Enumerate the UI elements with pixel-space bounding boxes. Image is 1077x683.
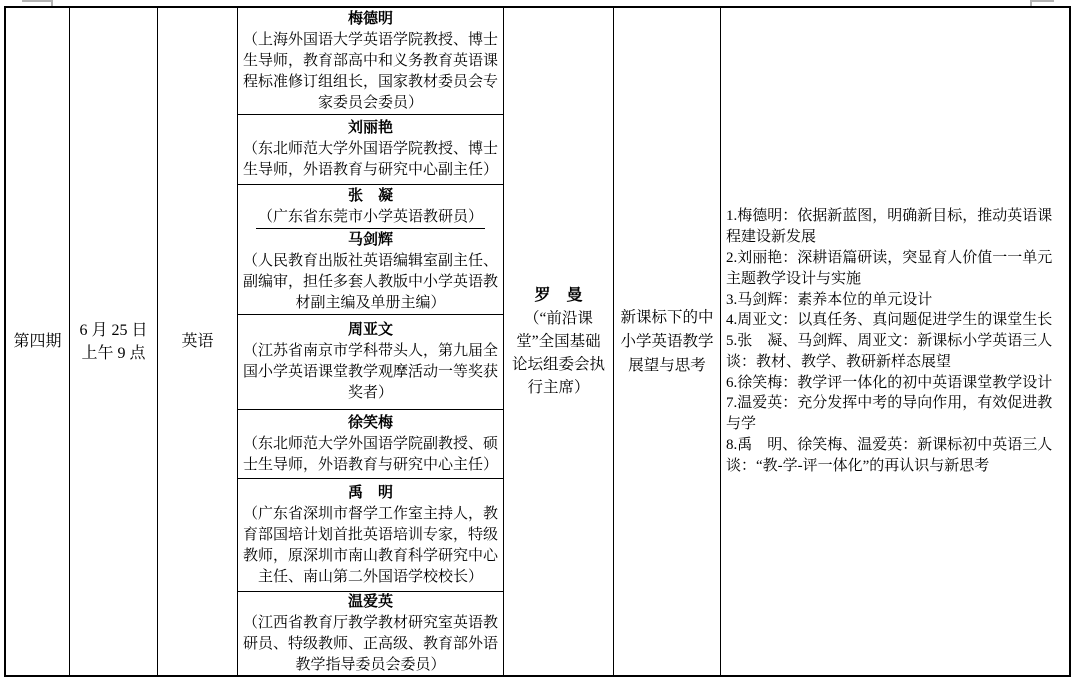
host-desc: （“前沿课堂”全国基础论坛组委会执行主席） [511,310,605,396]
speaker-name: 刘丽艳 [347,120,393,136]
speakers-column [238,8,504,675]
speaker-cell [238,479,503,592]
agenda-item: 6.徐笑梅：教学评一体化的初中英语课堂教学设计 [726,374,1053,391]
agenda-item: 5.张 凝、马剑辉、周亚文：新课标小学英语三人谈：教材、教学、教研新样态展望 [726,333,1053,370]
speaker-desc: （广东省深圳市督学工作室主持人，教育部国培计划首批英语培训专家，特级教师，原深圳市南山教育科学研究中心主任、南山第二外国语学校校长） [242,505,498,585]
speaker-desc: （江西省教育厅教学教材研究室英语教研员、特级教师、正高级、教育部外语教学指导委员会委员） [242,614,498,673]
speaker-name: 梅德明 [347,10,393,27]
speaker-desc: （东北师范大学外国语学院副教授、硕士生导师，外语教育与研究中心主任） [242,435,498,473]
speaker-desc: （上海外国语大学英语学院教授、博士生导师，教育部高中和义务教育英语课程标准修订组组长，国家教材委员会专家委员会委员） [242,31,498,111]
datetime-cell [70,8,158,675]
agenda-item: 2.刘丽艳：深耕语篇研读，突显育人价值一一单元主题教学设计与实施 [726,249,1053,287]
session-label: 第四期 [13,333,62,350]
speaker-cell [238,592,503,675]
host-cell [504,8,614,675]
agenda-item: 7.温爱英：充分发挥中考的导向作用，有效促进教与学 [726,395,1053,433]
topic-cell [614,8,721,675]
schedule-table-row [4,6,1071,677]
topic-label: 新课标下的中小学英语教学展望与思考 [620,308,714,374]
speaker-cell [238,410,503,479]
session-cell [6,8,70,675]
subject-cell [158,8,238,675]
agenda-item: 4.周亚文：以真任务、真问题促进学生的课堂生长 [726,312,1053,329]
border-artifact-left [22,0,53,2]
date-line: 6 月 25 日 [79,321,148,339]
subject-label: 英语 [181,333,214,350]
speaker-name: 周亚文 [347,322,393,338]
speaker-name: 马剑辉 [347,231,393,248]
agenda-item: 1.梅德明：依据新蓝图，明确新目标，推动英语课程建设新发展 [726,208,1053,246]
agenda-column [721,8,1069,675]
speaker-name: 徐笑梅 [347,414,393,431]
speaker-desc: （江苏省南京市学科带头人，第九届全国小学英语课堂教学观摩活动一等奖获奖者） [242,343,498,401]
speaker-cell [238,8,503,115]
agenda-item: 3.马剑辉：素养本位的单元设计 [726,291,933,308]
speaker-cell [238,229,503,315]
speaker-name: 温爱英 [347,593,393,610]
host-name: 罗 曼 [534,287,583,304]
speaker-name: 禹 明 [347,484,393,501]
speaker-cell [256,185,485,229]
agenda-item: 8.禹 明、徐笑梅、温爱英：新课标初中英语三人谈：“教-学-评一体化”的再认识与新思考 [726,437,1053,474]
speaker-cell [238,315,503,410]
border-artifact-right [1030,0,1054,2]
speaker-desc: （东北师范大学外国语学院教授、博士生导师，外语教育与研究中心副主任） [242,141,498,178]
speaker-name: 张 凝 [347,187,393,204]
speaker-desc: （人民教育出版社英语编辑室副主任、副编审，担任多套人教版中小学英语教材副主编及单册主编） [242,252,498,311]
time-line: 上午 9 点 [81,344,146,362]
speaker-cell [238,115,503,185]
speaker-desc: （广东省东莞市小学英语教研员） [257,208,483,225]
